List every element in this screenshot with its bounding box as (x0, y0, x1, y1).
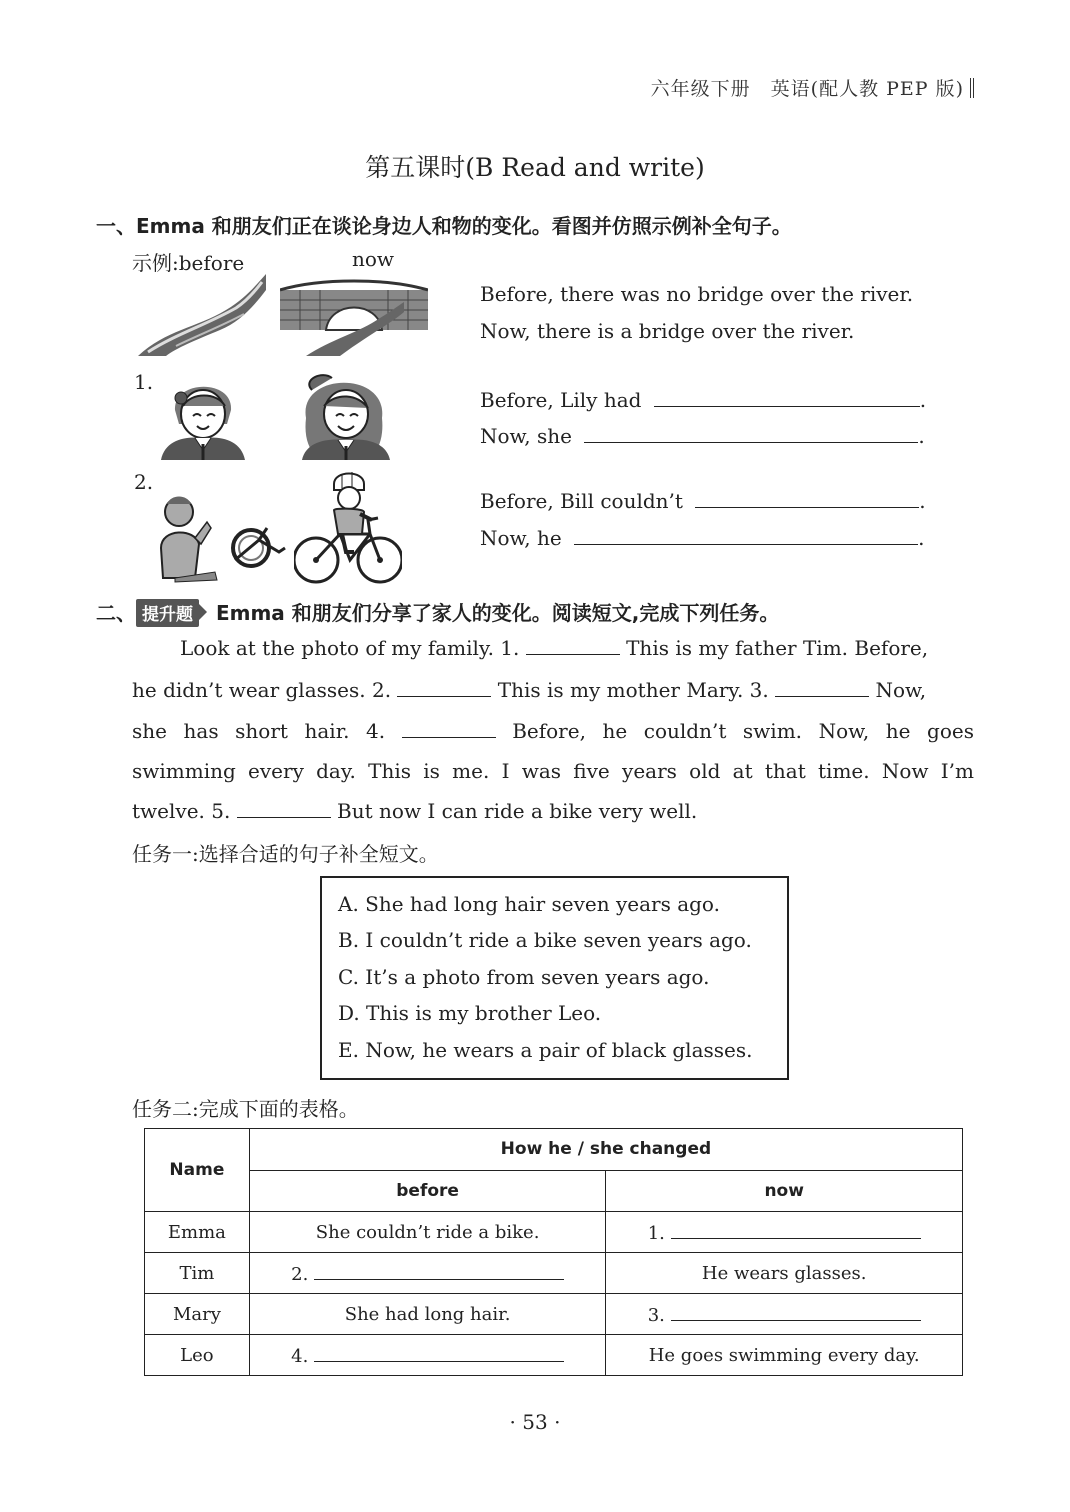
header-name: Name (145, 1129, 250, 1212)
header-before: before (249, 1170, 606, 1212)
section2-heading (96, 597, 779, 627)
section2-heading-text: Emma 和朋友们分享了家人的变化。阅读短文,完成下列任务。 (215, 601, 780, 625)
row-name: Tim (145, 1253, 250, 1294)
passage-blank-5[interactable] (237, 797, 331, 818)
blank-label: 2. (291, 1264, 309, 1285)
option-e: E. Now, he wears a pair of black glasses. (338, 1038, 753, 1062)
section1-heading: 一、Emma 和朋友们正在谈论身边人和物的变化。看图并仿照示例补全句子。 (96, 214, 792, 238)
blank-label: 4. (291, 1346, 309, 1367)
table-blank-3[interactable] (671, 1302, 921, 1321)
item2-number: 2. (134, 470, 154, 494)
table-row (145, 1294, 963, 1335)
item1-line2-period: . (918, 424, 925, 448)
row-name: Mary (145, 1294, 250, 1335)
task1-label: 任务一:选择合适的句子补全短文。 (132, 842, 439, 866)
item2-line1-period: . (919, 489, 926, 513)
example-line2: Now, there is a bridge over the river. (480, 319, 855, 343)
passage-s5: Now, (875, 678, 927, 702)
table-row (145, 1253, 963, 1294)
option-b: B. I couldn’t ride a bike seven years ago. (338, 928, 752, 952)
row-before (249, 1253, 606, 1294)
item1-line2-blank[interactable] (584, 422, 918, 443)
river-image (136, 270, 268, 358)
passage-line-5 (132, 791, 974, 831)
item2-line2 (480, 524, 924, 550)
table-blank-4[interactable] (314, 1343, 564, 1362)
item1-line2-text: Now, she (480, 424, 572, 448)
item2-line2-blank[interactable] (574, 524, 918, 545)
book-title: 六年级下册 英语(配人教 PEP 版) (650, 78, 964, 100)
header-group: How he / she changed (249, 1129, 962, 1171)
passage-s9: twelve. 5. (132, 799, 231, 823)
now-label: now (352, 247, 395, 271)
example-line1: Before, there was no bridge over the river. (480, 282, 914, 306)
item2-line2-text: Now, he (480, 526, 562, 550)
option-a: A. She had long hair seven years ago. (338, 892, 720, 916)
row-name: Leo (145, 1335, 250, 1376)
lily-short-hair-image (155, 370, 251, 460)
header-now: now (606, 1170, 963, 1212)
table-row (145, 1212, 963, 1253)
task2-label: 任务二:完成下面的表格。 (132, 1097, 359, 1121)
header-bar (970, 78, 974, 98)
running-header (651, 74, 974, 101)
item1-line2 (480, 422, 925, 448)
item1-line1-blank[interactable] (654, 386, 920, 407)
blank-label: 1. (647, 1223, 665, 1244)
passage-blank-3[interactable] (775, 676, 869, 697)
passage-line-2 (132, 670, 974, 710)
item2-line1 (480, 487, 926, 513)
passage-s6: she has short hair. 4. (132, 719, 386, 743)
passage-line-4: swimming every day. This is me. I was five years old at that time. Now I’m (132, 759, 974, 783)
passage-line-3 (132, 711, 974, 751)
option-d: D. This is my brother Leo. (338, 1001, 602, 1025)
lesson-title: 第五课时(B Read and write) (365, 153, 705, 182)
item1-line1-text: Before, Lily had (480, 388, 642, 412)
row-before: She couldn’t ride a bike. (249, 1212, 606, 1253)
item2-line1-blank[interactable] (695, 487, 919, 508)
passage-s2: This is my father Tim. Before, (626, 636, 929, 660)
option-c: C. It’s a photo from seven years ago. (338, 965, 710, 989)
passage-line-1 (132, 628, 974, 668)
example-label: 示例:before (132, 251, 245, 275)
passage-blank-2[interactable] (397, 676, 491, 697)
table-blank-1[interactable] (671, 1220, 921, 1239)
item1-line1-period: . (919, 388, 927, 412)
item2-line1-text: Before, Bill couldn’t (480, 489, 683, 513)
table-header-row (145, 1129, 963, 1171)
item1-line1 (480, 386, 926, 412)
table-subheader-row (145, 1170, 963, 1212)
section2-prefix: 二、 (96, 601, 136, 625)
lily-long-hair-image (292, 368, 396, 460)
passage-blank-4[interactable] (402, 717, 496, 738)
item2-line2-period: . (918, 526, 925, 550)
changes-table (144, 1128, 963, 1376)
passage-blank-1[interactable] (526, 634, 620, 655)
row-name: Emma (145, 1212, 250, 1253)
bill-fallen-image (155, 488, 291, 584)
passage-s3: he didn’t wear glasses. 2. (132, 678, 392, 702)
row-now: He goes swimming every day. (606, 1335, 963, 1376)
row-before (249, 1335, 606, 1376)
table-blank-2[interactable] (314, 1261, 564, 1280)
bill-riding-bike-image (294, 470, 402, 586)
reading-passage (132, 628, 974, 831)
passage-s7: Before, he couldn’t swim. Now, he goes (512, 719, 975, 743)
passage-s4: This is my mother Mary. 3. (497, 678, 769, 702)
passage-s10: But now I can ride a bike very well. (337, 799, 698, 823)
table-row (145, 1335, 963, 1376)
row-now (606, 1212, 963, 1253)
item1-number: 1. (134, 370, 154, 394)
passage-s1: Look at the photo of my family. 1. (180, 636, 520, 660)
row-now (606, 1294, 963, 1335)
bridge-image (280, 272, 428, 358)
row-now: He wears glasses. (606, 1253, 963, 1294)
row-before: She had long hair. (249, 1294, 606, 1335)
level-up-badge: 提升题 (136, 599, 199, 627)
blank-label: 3. (647, 1305, 665, 1326)
options-box (320, 876, 789, 1080)
page-number: · 53 · (509, 1410, 561, 1434)
